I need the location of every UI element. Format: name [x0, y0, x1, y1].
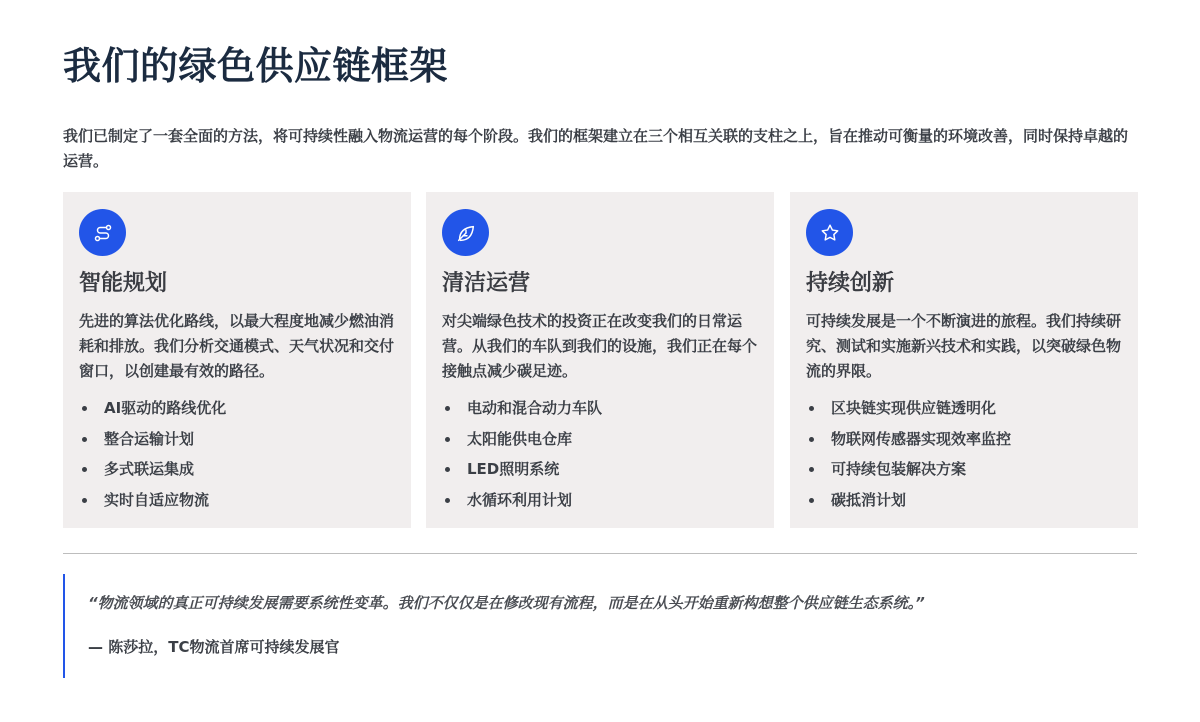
testimonial-quote: [63, 574, 1137, 678]
list-item: [79, 424, 395, 455]
bullet-dot-icon: [809, 437, 814, 442]
list-item-label: 碳抵消计划: [831, 490, 907, 509]
star-icon: [806, 209, 853, 256]
bullet-dot-icon: [82, 498, 87, 503]
list-item-label: LED照明系统: [467, 460, 560, 478]
page-title: 我们的绿色供应链框架: [63, 44, 449, 88]
bullet-dot-icon: [82, 406, 87, 411]
list-item: [442, 393, 758, 424]
list-item: [442, 424, 758, 455]
bullet-dot-icon: [445, 406, 450, 411]
bullet-dot-icon: [809, 498, 814, 503]
card-description: 先进的算法优化路线，以最大程度地减少燃油消耗和排放。我们分析交通模式、天气状况和交付窗口，以创建最有效的路径。: [79, 312, 395, 380]
card-description: 对尖端绿色技术的投资正在改变我们的日常运营。从我们的车队到我们的设施，我们正在每个接触点减少碳足迹。: [442, 312, 758, 380]
card-bullet-list: [79, 393, 395, 515]
pillar-cards: [63, 192, 1137, 528]
list-item: [79, 454, 395, 485]
bullet-dot-icon: [82, 437, 87, 442]
card-bullet-list: [442, 393, 758, 515]
list-item-label: 物联网传感器实现效率监控: [831, 429, 1012, 448]
list-item-label: 区块链实现供应链透明化: [831, 399, 997, 417]
pillar-card-smart-planning: [63, 192, 411, 528]
list-item-label: 整合运输计划: [104, 429, 195, 448]
list-item: [806, 393, 1122, 424]
leaf-icon: [442, 209, 489, 256]
card-title: 智能规划: [79, 271, 168, 296]
list-item: [806, 485, 1122, 516]
intro-paragraph: 我们已制定了一套全面的方法，将可持续性融入物流运营的每个阶段。我们的框架建立在三个相互关联的支柱之上，旨在推动可衡量的环境改善，同时保持卓越的运营。: [63, 127, 1129, 170]
list-item-label: 实时自适应物流: [104, 490, 210, 509]
list-item-label: 多式联运集成: [104, 460, 195, 478]
bullet-dot-icon: [809, 467, 814, 472]
bullet-dot-icon: [809, 406, 814, 411]
quote-text: “物流领域的真正可持续发展需要系统性变革。我们不仅仅是在修改现有流程，而是在从头开始重新构想整个供应链生态系统。”: [88, 594, 925, 612]
list-item-label: 太阳能供电仓库: [467, 429, 573, 448]
list-item: [806, 454, 1122, 485]
bullet-dot-icon: [445, 467, 450, 472]
list-item: [79, 485, 395, 516]
list-item-label: AI驱动的路线优化: [104, 399, 227, 417]
list-item: [442, 485, 758, 516]
bullet-dot-icon: [445, 437, 450, 442]
card-bullet-list: [806, 393, 1122, 515]
bullet-dot-icon: [445, 498, 450, 503]
bullet-dot-icon: [82, 467, 87, 472]
pillar-card-clean-operations: [426, 192, 774, 528]
list-item: [442, 454, 758, 485]
route-icon: [79, 209, 126, 256]
pillar-card-continuous-innovation: [790, 192, 1138, 528]
card-description: 可持续发展是一个不断演进的旅程。我们持续研究、测试和实施新兴技术和实践，以突破绿色物流的界限。: [806, 312, 1122, 380]
list-item: [79, 393, 395, 424]
list-item-label: 电动和混合动力车队: [467, 399, 603, 417]
list-item: [806, 424, 1122, 455]
list-item-label: 水循环利用计划: [467, 490, 573, 509]
list-item-label: 可持续包装解决方案: [831, 460, 967, 478]
card-title: 持续创新: [806, 271, 895, 296]
quote-author: — 陈莎拉，TC物流首席可持续发展官: [88, 638, 340, 656]
section-divider: [63, 553, 1137, 554]
card-title: 清洁运营: [442, 271, 531, 296]
